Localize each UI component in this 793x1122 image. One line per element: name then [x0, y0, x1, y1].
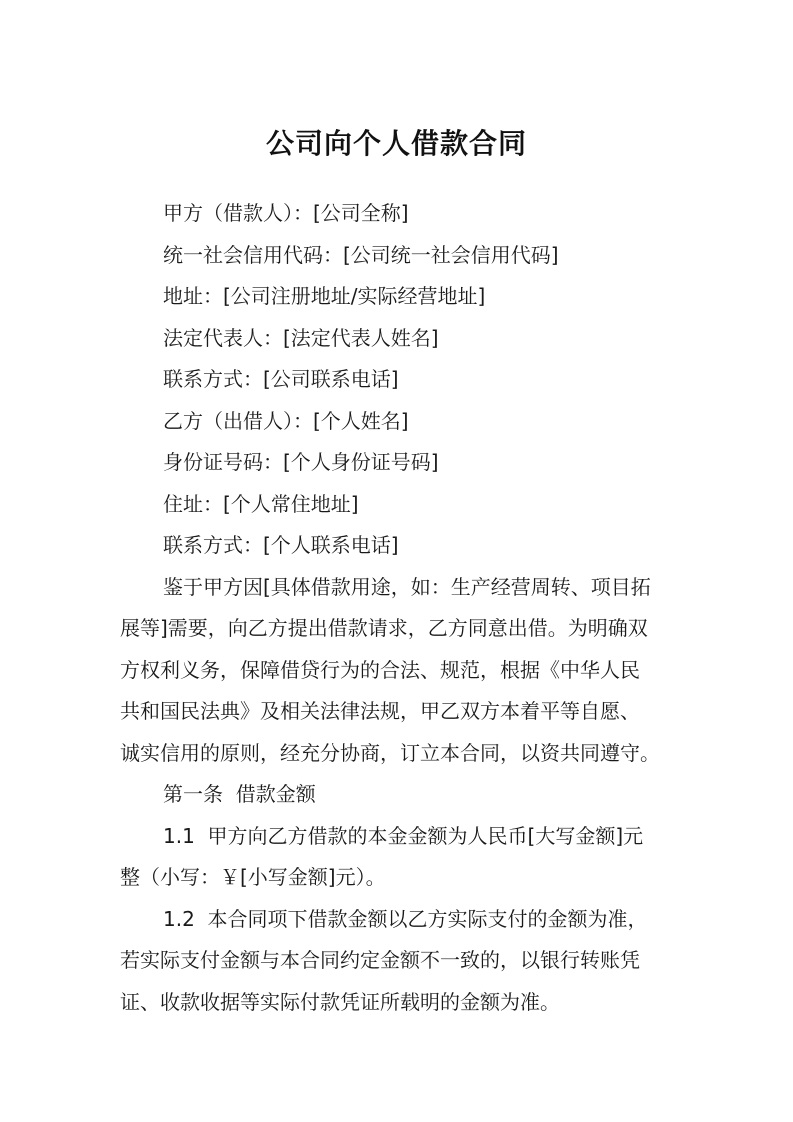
party-b-contact-line: 联系方式：[个人联系电话] — [163, 533, 399, 557]
preamble-line: 展等]需要，向乙方提出借款请求，乙方同意出借。为明确双 — [120, 616, 648, 640]
clause-1-2-paragraph — [120, 899, 672, 1024]
clause-line: 1.1 甲方向乙方借款的本金金额为人民币[大写金额]元 — [163, 823, 644, 848]
party-a-address-line: 地址：[公司注册地址/实际经营地址] — [163, 284, 486, 308]
preamble-line: 方权利义务，保障借贷行为的合法、规范，根据《中华人民 — [120, 657, 640, 682]
party-b-address-line: 住址：[个人常住地址] — [163, 491, 359, 516]
preamble-line: 鉴于甲方因[具体借款用途，如：生产经营周转、项目拓 — [163, 574, 651, 599]
party-a-credit-code-line: 统一社会信用代码：[公司统一社会信用代码] — [163, 242, 559, 267]
party-b-name-line: 乙方（出借人）：[个人姓名] — [163, 408, 409, 433]
party-a-contact-line: 联系方式：[公司联系电话] — [163, 367, 399, 391]
clause-line: 整（小写：￥[小写金额]元）。 — [120, 865, 386, 889]
document-title: 公司向个人借款合同 — [265, 127, 527, 160]
preamble-line: 共和国民法典》及相关法律法规，甲乙双方本着平等自愿、 — [120, 699, 640, 723]
party-b-id-line: 身份证号码：[个人身份证号码] — [163, 450, 439, 474]
article-1-heading: 第一条 借款金额 — [163, 782, 316, 806]
clause-1-1-paragraph — [120, 816, 672, 899]
clause-line: 若实际支付金额与本合同约定金额不一致的，以银行转账凭 — [120, 948, 640, 972]
preamble-paragraph — [120, 567, 672, 775]
party-a-representative-line: 法定代表人：[法定代表人姓名] — [163, 325, 439, 350]
document-body — [120, 193, 672, 1023]
clause-line: 1.2 本合同项下借款金额以乙方实际支付的金额为准， — [163, 906, 648, 931]
party-a-name-line: 甲方（借款人）：[公司全称] — [163, 201, 409, 225]
clause-line: 证、收款收据等实际付款凭证所载明的金额为准。 — [120, 989, 560, 1014]
preamble-line: 诚实信用的原则，经充分协商，订立本合同，以资共同遵守。 — [120, 740, 660, 765]
